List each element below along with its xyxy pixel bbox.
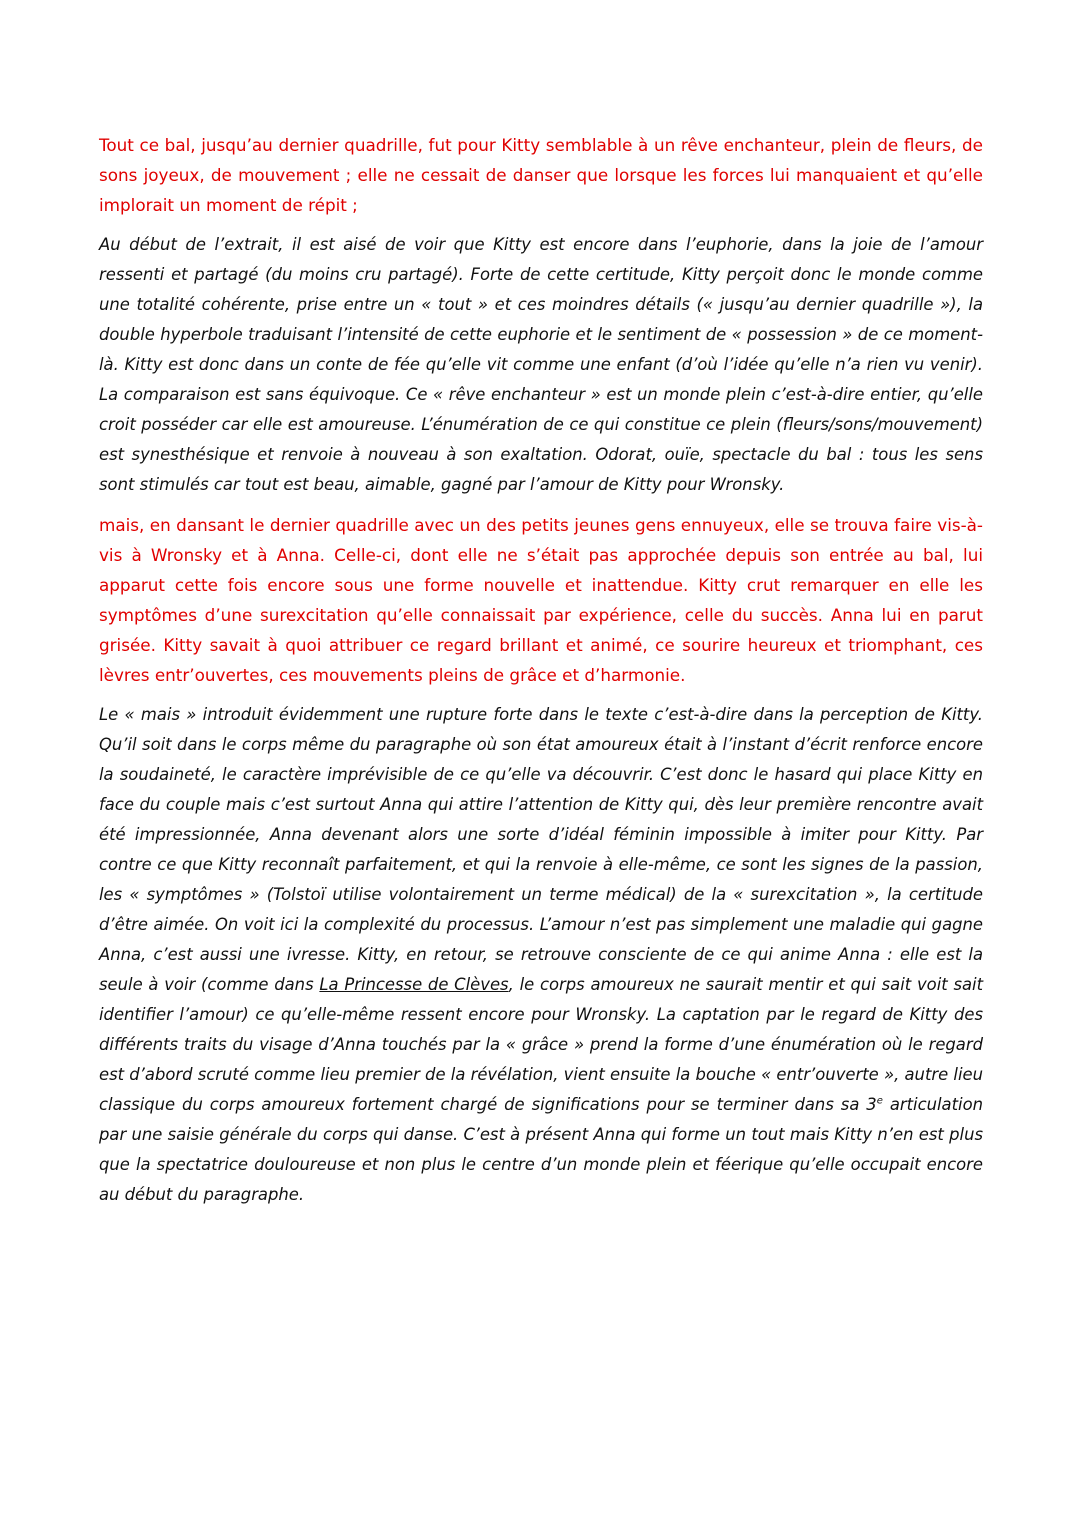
commentary-paragraph-2: [99, 700, 983, 1210]
document-page: [99, 130, 983, 1220]
commentary-paragraph-1: Au début de l’extrait, il est aisé de voir que Kitty est encore dans l’euphorie, dans la joie de l’amour ressenti et partagé (du moins cru partagé). Forte de cette certitude, Kitty perçoit donc le monde comme une totalité cohérente, prise entre un « tout » et ces moindres détails (« jusqu’au dernier quadrille »), la double hyperbole traduisant l’intensité de cette euphorie et le sentiment de « possession » de ce moment-là. Kitty est donc dans un conte de fée qu’elle vit comme une enfant (d’où l’idée qu’elle n’a rien vu venir). La comparaison est sans équivoque. Ce « rêve enchanteur » est un monde plein c’est-à-dire entier, qu’elle croit posséder car elle est amoureuse. L’énumération de ce qui constitue ce plein (fleurs/sons/mouvement) est synesthésique et renvoie à nouveau à son exaltation. Odorat, ouïe, spectacle du bal : tous les sens sont stimulés car tout est beau, aimable, gagné par l’amour de Kitty pour Wronsky.: [99, 235, 983, 494]
quote-paragraph-1: Tout ce bal, jusqu’au dernier quadrille, fut pour Kitty semblable à un rêve enchanteur, plein de fleurs, de sons joyeux, de mouvement ; elle ne cessait de danser que lorsque les forces lui manquaient et qu’elle implorait un moment de répit ;: [99, 135, 983, 215]
commentary-2-text-a: Le « mais » introduit évidemment une rupture forte dans le texte c’est-à-dire dans la perception de Kitty. Qu’il soit dans le corps même du paragraphe où son état amoureux était à l’instant d’écrit renforce encore la soudaineté, le caractère imprévisible de ce qu’elle va découvrir. C’est donc le hasard qui place Kitty en face du couple mais c’est surtout Anna qui attire l’attention de Kitty qui, dès leur première rencontre avait été impressionnée, Anna devenant alors une sorte d’idéal féminin impossible à imiter pour Kitty. Par contre ce que Kitty reconnaît parfaitement, et qui la renvoie à elle-même, ce sont les signes de la passion, les « symptômes » (Tolstoï utilise volontairement un terme médical) de la « surexcitation », la certitude d’être aimée. On voit ici la complexité du processus. L’amour n’est pas simplement une maladie qui gagne Anna, c’est aussi une ivresse. Kitty, en retour, se retrouve consciente de ce qui anime Anna : elle est la seule à voir (comme dans: [99, 705, 983, 994]
book-title-reference: La Princesse de Clèves: [319, 975, 509, 994]
commentary-2-text-b: , le corps amoureux ne saurait mentir et qui sait voit sait identifier l’amour) ce qu’elle-même ressent encore pour Wronsky. La captation par le regard de Kitty des différents traits du visage d’Anna touchés par la « grâce » prend la forme d’une énumération où le regard est d’abord scruté comme lieu premier de la révélation, vient ensuite la bouche « entr’ouverte », autre lieu classique du corps amoureux fortement chargé de significations pour se terminer dans sa 3: [99, 975, 984, 1114]
quote-paragraph-2: mais, en dansant le dernier quadrille avec un des petits jeunes gens ennuyeux, elle se trouva faire vis-à-vis à Wronsky et à Anna. Celle-ci, dont elle ne s’était pas approchée depuis son entrée au bal, lui apparut cette fois encore sous une forme nouvelle et inattendue. Kitty crut remarquer en elle les symptômes d’une surexcitation qu’elle connaissait par expérience, celle du succès. Anna lui en parut grisée. Kitty savait à quoi attribuer ce regard brillant et animé, ce sourire heureux et triomphant, ces lèvres entr’ouvertes, ces mouvements pleins de grâce et d’harmonie.: [99, 515, 983, 685]
ordinal-superscript: e: [876, 1095, 883, 1107]
commentary-2-text-c: articulation par une saisie générale du corps qui danse. C’est à présent Anna qui forme un tout mais Kitty n’en est plus que la spectatrice douloureuse et non plus le centre d’un monde plein et féerique qu’elle occupait encore au début du paragraphe.: [99, 1095, 983, 1204]
